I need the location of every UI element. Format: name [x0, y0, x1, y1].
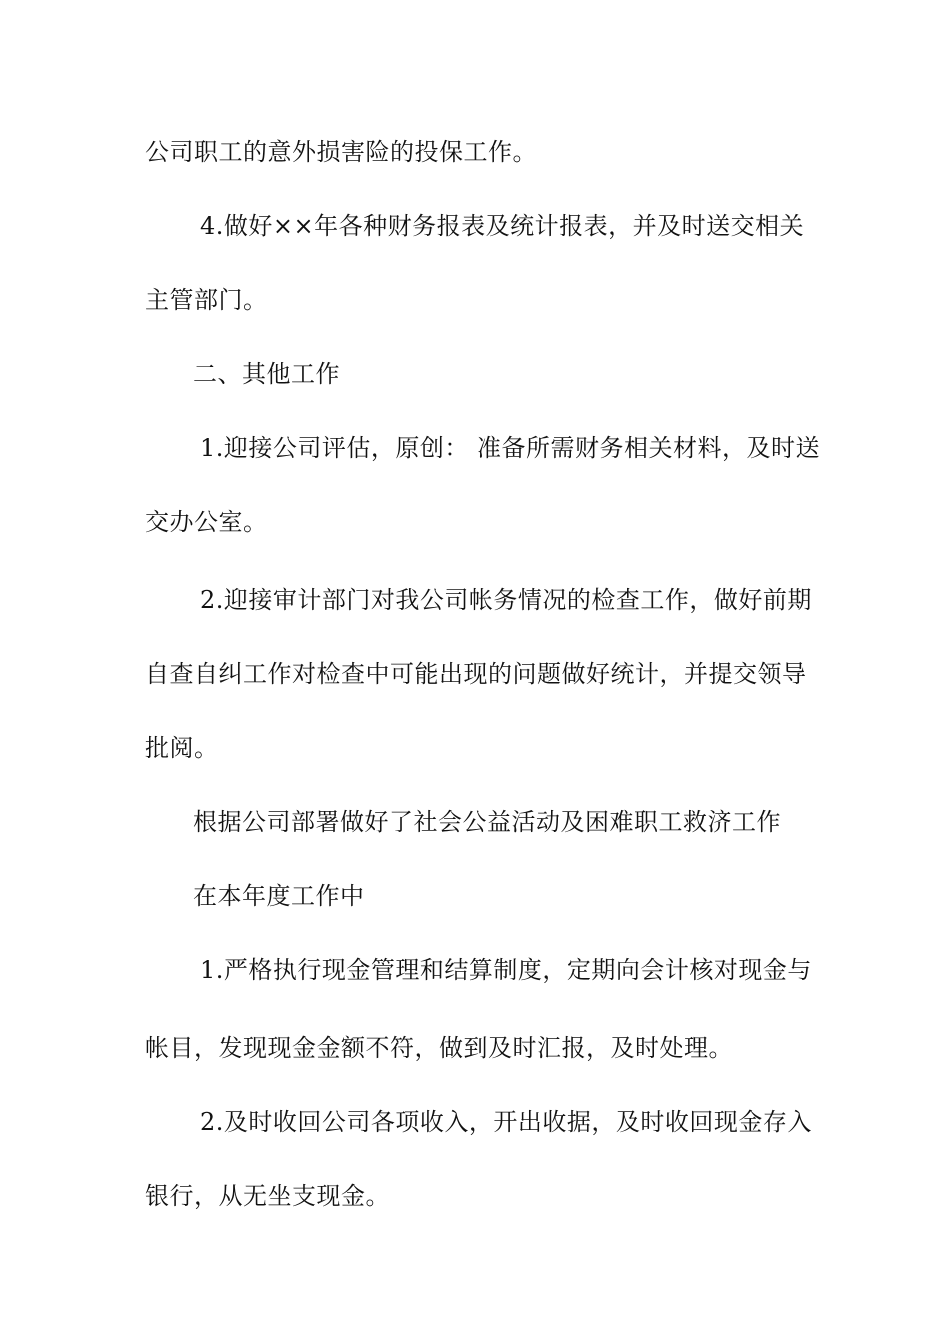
text-line: 根据公司部署做好了社会公益活动及困难职工救济工作 — [193, 808, 781, 836]
text-line: 批阅。 — [145, 734, 219, 762]
text-line: 交办公室。 — [145, 508, 268, 536]
text-line: 银行，从无坐支现金。 — [145, 1182, 390, 1210]
text-line: 帐目，发现现金金额不符，做到及时汇报，及时处理。 — [145, 1034, 733, 1062]
section-heading: 二、其他工作 — [193, 360, 340, 388]
text-line: 4.做好××年各种财务报表及统计报表，并及时送交相关 — [200, 212, 805, 240]
text-line: 主管部门。 — [145, 286, 268, 314]
text-line: 2.迎接审计部门对我公司帐务情况的检查工作，做好前期 — [200, 586, 812, 614]
text-line: 自查自纠工作对检查中可能出现的问题做好统计，并提交领导 — [145, 660, 807, 688]
text-line: 公司职工的意外损害险的投保工作。 — [145, 138, 537, 166]
text-line: 1.迎接公司评估，原创： 准备所需财务相关材料，及时送 — [200, 434, 821, 462]
text-line: 2.及时收回公司各项收入，开出收据，及时收回现金存入 — [200, 1108, 812, 1136]
text-line: 在本年度工作中 — [193, 882, 365, 910]
text-line: 1.严格执行现金管理和结算制度，定期向会计核对现金与 — [200, 956, 812, 984]
